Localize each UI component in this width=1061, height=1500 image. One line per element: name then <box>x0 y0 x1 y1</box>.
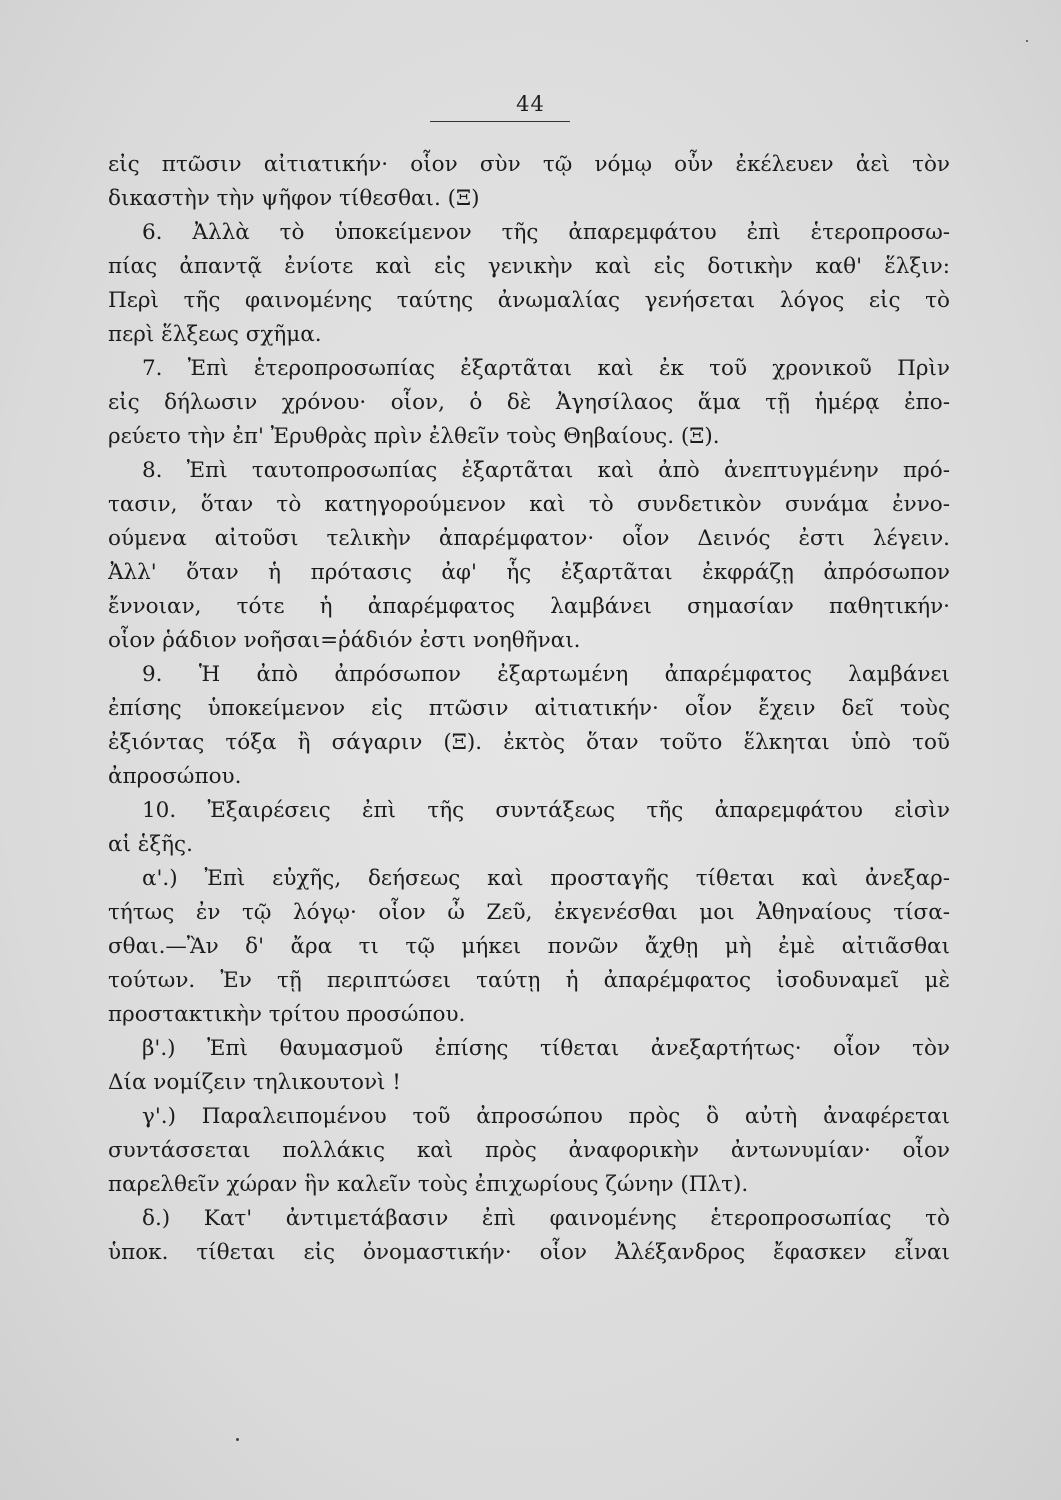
text-line: εἰς δήλωσιν χρόνου· οἷον, ὁ δὲ Ἀγησίλαος ἅμα τῇ ἡμέρᾳ ἐπο- <box>108 390 950 415</box>
text-line: 7. Ἐπὶ ἑτεροπροσωπίας ἐξαρτᾶται καὶ ἐκ τοῦ χρονικοῦ Πρὶν <box>142 356 950 381</box>
print-speck <box>1026 40 1028 42</box>
text-line: 10. Ἐξαιρέσεις ἐπὶ τῆς συντάξεως τῆς ἀπαρεμφάτου εἰσὶν <box>142 798 950 823</box>
text-line: παρελθεῖν χώραν ἣν καλεῖν τοὺς ἐπιχωρίους ζώνην (Πλτ). <box>108 1172 749 1197</box>
text-line: ούμενα αἰτοῦσι τελικὴν ἀπαρέμφατον· οἷον Δεινός ἐστι λέγειν. <box>108 526 950 551</box>
text-line: Ἀλλ' ὅταν ἡ πρότασις ἀφ' ἧς ἐξαρτᾶται ἐκφράζῃ ἀπρόσωπον <box>108 560 950 585</box>
text-line: τήτως ἐν τῷ λόγῳ· οἷον ὦ Ζεῦ, ἐκγενέσθαι μοι Ἀθηναίους τίσα- <box>108 900 950 925</box>
text-line: ἀπροσώπου. <box>108 764 242 789</box>
text-line: πίας ἀπαντᾷ ἐνίοτε καὶ εἰς γενικὴν καὶ εἰς δοτικὴν καθ' ἕλξιν: <box>108 254 950 279</box>
text-line: οἷον ῥάδιον νοῆσαι=ῥάδιόν ἐστι νοηθῆναι. <box>108 628 581 653</box>
text-line: δ.) Κατ' ἀντιμετάβασιν ἐπὶ φαινομένης ἑτεροπροσωπίας τὸ <box>142 1206 950 1231</box>
text-line: ἔννοιαν, τότε ἡ ἀπαρέμφατος λαμβάνει σημασίαν παθητικήν· <box>108 594 950 619</box>
text-line: Δία νομίζειν τηλικουτονὶ ! <box>108 1070 401 1095</box>
text-line: ρεύετο τὴν ἐπ' Ἐρυθρὰς πρὶν ἐλθεῖν τοὺς Θηβαίους. (Ξ). <box>108 424 720 449</box>
text-line: 6. Ἀλλὰ τὸ ὑποκείμενον τῆς ἀπαρεμφάτου ἐπὶ ἑτεροπροσω- <box>142 220 950 245</box>
text-line: γ'.) Παραλειπομένου τοῦ ἀπροσώπου πρὸς ὃ αὐτὴ ἀναφέρεται <box>142 1104 950 1129</box>
text-line: τούτων. Ἐν τῇ περιπτώσει ταύτῃ ἡ ἀπαρέμφατος ἰσοδυναμεῖ μὲ <box>108 968 950 993</box>
text-line: Περὶ τῆς φαινομένης ταύτης ἀνωμαλίας γενήσεται λόγος εἰς τὸ <box>108 288 950 313</box>
text-line: ὑποκ. τίθεται εἰς ὀνομαστικήν· οἷον Ἀλέξανδρος ἔφασκεν εἶναι <box>108 1240 950 1265</box>
text-line: αἱ ἑξῆς. <box>108 832 193 857</box>
text-line: δικαστὴν τὴν ψῆφον τίθεσθαι. (Ξ) <box>108 186 480 211</box>
page-number: 44 <box>516 92 545 116</box>
text-line: 9. Ἡ ἀπὸ ἀπρόσωπον ἐξαρτωμένη ἀπαρέμφατος λαμβάνει <box>142 662 950 687</box>
text-line: τασιν, ὅταν τὸ κατηγορούμενον καὶ τὸ συνδετικὸν συνάμα ἐννο- <box>108 492 950 517</box>
text-line: σθαι.—Ἂν δ' ἄρα τι τῷ μήκει πονῶν ἄχθῃ μὴ ἐμὲ αἰτιᾶσθαι <box>108 934 950 959</box>
text-line: β'.) Ἐπὶ θαυμασμοῦ ἐπίσης τίθεται ἀνεξαρτήτως· οἷον τὸν <box>142 1036 950 1061</box>
text-line: ἐπίσης ὑποκείμενον εἰς πτῶσιν αἰτιατικήν· οἷον ἔχειν δεῖ τοὺς <box>108 696 950 721</box>
text-line: συντάσσεται πολλάκις καὶ πρὸς ἀναφορικὴν ἀντωνυμίαν· οἷον <box>108 1138 950 1163</box>
header-rule <box>430 121 570 122</box>
body-text <box>108 148 950 1270</box>
text-line: περὶ ἕλξεως σχῆμα. <box>108 322 322 347</box>
text-line: α'.) Ἐπὶ εὐχῆς, δεήσεως καὶ προσταγῆς τίθεται καὶ ἀνεξαρ- <box>142 866 950 891</box>
text-line: προστακτικὴν τρίτου προσώπου. <box>108 1002 466 1027</box>
print-speck <box>236 1438 239 1441</box>
text-line: εἰς πτῶσιν αἰτιατικήν· οἷον σὺν τῷ νόμῳ οὖν ἐκέλευεν ἀεὶ τὸν <box>108 152 950 177</box>
text-line: ἐξιόντας τόξα ἢ σάγαριν (Ξ). ἐκτὸς ὅταν τοῦτο ἕλκηται ὑπὸ τοῦ <box>108 730 950 755</box>
text-line: 8. Ἐπὶ ταυτοπροσωπίας ἐξαρτᾶται καὶ ἀπὸ ἀνεπτυγμένην πρό- <box>142 458 950 483</box>
